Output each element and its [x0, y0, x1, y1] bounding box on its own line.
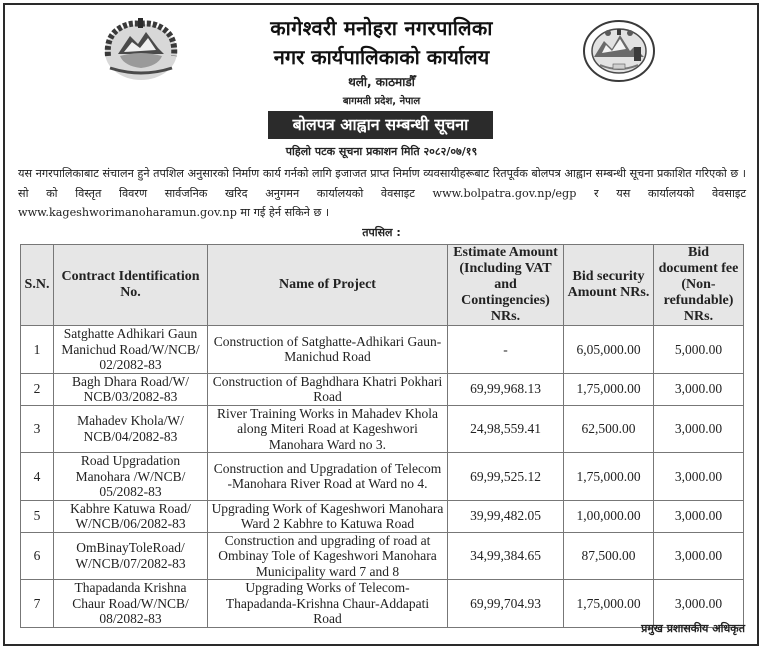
header-bid-doc-fee: Bid document fee (Non-refundable) NRs.	[654, 245, 744, 326]
cell-estimate-amount: -	[448, 326, 564, 374]
cell-contract-id: Bagh Dhara Road/W/ NCB/03/2082-83	[54, 373, 208, 405]
office-name: नगर कार्यपालिकाको कार्यालय	[273, 45, 490, 69]
cell-bid-doc-fee: 3,000.00	[654, 373, 744, 405]
cell-bid-doc-fee: 3,000.00	[654, 405, 744, 453]
cell-sn: 1	[21, 326, 54, 374]
cell-bid-doc-fee: 5,000.00	[654, 326, 744, 374]
cell-sn: 7	[21, 580, 54, 628]
publication-date: पहिलो पटक सूचना प्रकाशन मिति २०८२/०७/१९	[285, 145, 478, 158]
table-row	[21, 500, 744, 532]
cell-bid-security: 1,00,000.00	[564, 500, 654, 532]
table-row	[21, 373, 744, 405]
cell-sn: 5	[21, 500, 54, 532]
cell-contract-id: Satghatte Adhikari Gaun Manichud Road/W/NCB/ 02/2082-83	[54, 326, 208, 374]
cell-sn: 6	[21, 532, 54, 580]
header-sn: S.N.	[21, 245, 54, 326]
cell-project-name: Upgrading Work of Kageshwori Manohara Ward 2 Kabhre to Katuwa Road	[208, 500, 448, 532]
intro-paragraph: यस नगरपालिकाबाट संचालन हुने तपशिल अनुसारको निर्माण कार्य गर्नको लागि इजाजत प्राप्त निर्माण व्यवसायीहरूबाट रितपूर्वक बोलपत्र आह्वान सम्बन्धी सूचना प्रकाशित गरिएको छ । सो को विस्तृत विवरण सार्वजनिक खरिद अनुगमन कार्यालयको वेवसाइट www.bolpatra.gov.np/egp र यस कार्यालयको वेवसाइट www.kageshworimanoharamun.gov.np मा गई हेर्न सकिने छ ।	[18, 167, 746, 219]
table-header-row	[21, 245, 744, 326]
cell-estimate-amount: 69,99,704.93	[448, 580, 564, 628]
cell-sn: 4	[21, 453, 54, 501]
cell-estimate-amount: 39,99,482.05	[448, 500, 564, 532]
cell-project-name: Upgrading Works of Telecom-Thapadanda-Krishna Chaur-Addapati Road	[208, 580, 448, 628]
cell-estimate-amount: 69,99,968.13	[448, 373, 564, 405]
cell-bid-security: 1,75,000.00	[564, 373, 654, 405]
header-contract-id: Contract Identification No.	[54, 245, 208, 326]
cell-bid-security: 1,75,000.00	[564, 580, 654, 628]
header-bid-security: Bid security Amount NRs.	[564, 245, 654, 326]
cell-contract-id: Road Upgradation Manohara /W/NCB/ 05/2082-83	[54, 453, 208, 501]
notice-title-banner: बोलपत्र आह्वान सम्बन्धी सूचना	[268, 111, 493, 139]
table-row	[21, 326, 744, 374]
cell-estimate-amount: 69,99,525.12	[448, 453, 564, 501]
office-location: थली, काठमाडौँ	[348, 75, 415, 89]
cell-bid-security: 62,500.00	[564, 405, 654, 453]
cell-bid-doc-fee: 3,000.00	[654, 580, 744, 628]
table-row	[21, 580, 744, 628]
cell-contract-id: Thapadanda Krishna Chaur Road/W/NCB/ 08/2082-83	[54, 580, 208, 628]
cell-bid-security: 1,75,000.00	[564, 453, 654, 501]
table-row	[21, 532, 744, 580]
table-row	[21, 453, 744, 501]
cell-contract-id: Mahadev Khola/W/ NCB/04/2082-83	[54, 405, 208, 453]
cell-sn: 2	[21, 373, 54, 405]
cell-bid-doc-fee: 3,000.00	[654, 453, 744, 501]
details-label: तपसिल :	[362, 226, 401, 239]
cell-bid-doc-fee: 3,000.00	[654, 500, 744, 532]
office-province: बागमती प्रदेश, नेपाल	[342, 96, 421, 107]
cell-project-name: Construction of Baghdhara Khatri Pokhari Road	[208, 373, 448, 405]
cell-estimate-amount: 24,98,559.41	[448, 405, 564, 453]
cell-bid-security: 6,05,000.00	[564, 326, 654, 374]
tender-table	[20, 244, 744, 628]
table-row	[21, 405, 744, 453]
cell-project-name: Construction and upgrading of road at Ombinay Tole of Kageshwori Manohara Municipality ward 7 and 8	[208, 532, 448, 580]
cell-project-name: Construction and Upgradation of Telecom -Manohara River Road at Ward no 4.	[208, 453, 448, 501]
cell-bid-security: 87,500.00	[564, 532, 654, 580]
cell-contract-id: Kabhre Katuwa Road/ W/NCB/06/2082-83	[54, 500, 208, 532]
cell-project-name: Construction of Satghatte-Adhikari Gaun-Manichud Road	[208, 326, 448, 374]
cell-contract-id: OmBinayToleRoad/ W/NCB/07/2082-83	[54, 532, 208, 580]
municipality-name: कागेश्वरी मनोहरा नगरपालिका	[270, 16, 493, 40]
signature-chief-administrative-officer: प्रमुख प्रशासकीय अधिकृत	[641, 622, 745, 635]
cell-bid-doc-fee: 3,000.00	[654, 532, 744, 580]
header-estimate-amount: Estimate Amount (Including VAT and Contingencies) NRs.	[448, 245, 564, 326]
cell-sn: 3	[21, 405, 54, 453]
header-project-name: Name of Project	[208, 245, 448, 326]
cell-project-name: River Training Works in Mahadev Khola along Miteri Road at Kageshwori Manohara Ward no 3.	[208, 405, 448, 453]
cell-estimate-amount: 34,99,384.65	[448, 532, 564, 580]
